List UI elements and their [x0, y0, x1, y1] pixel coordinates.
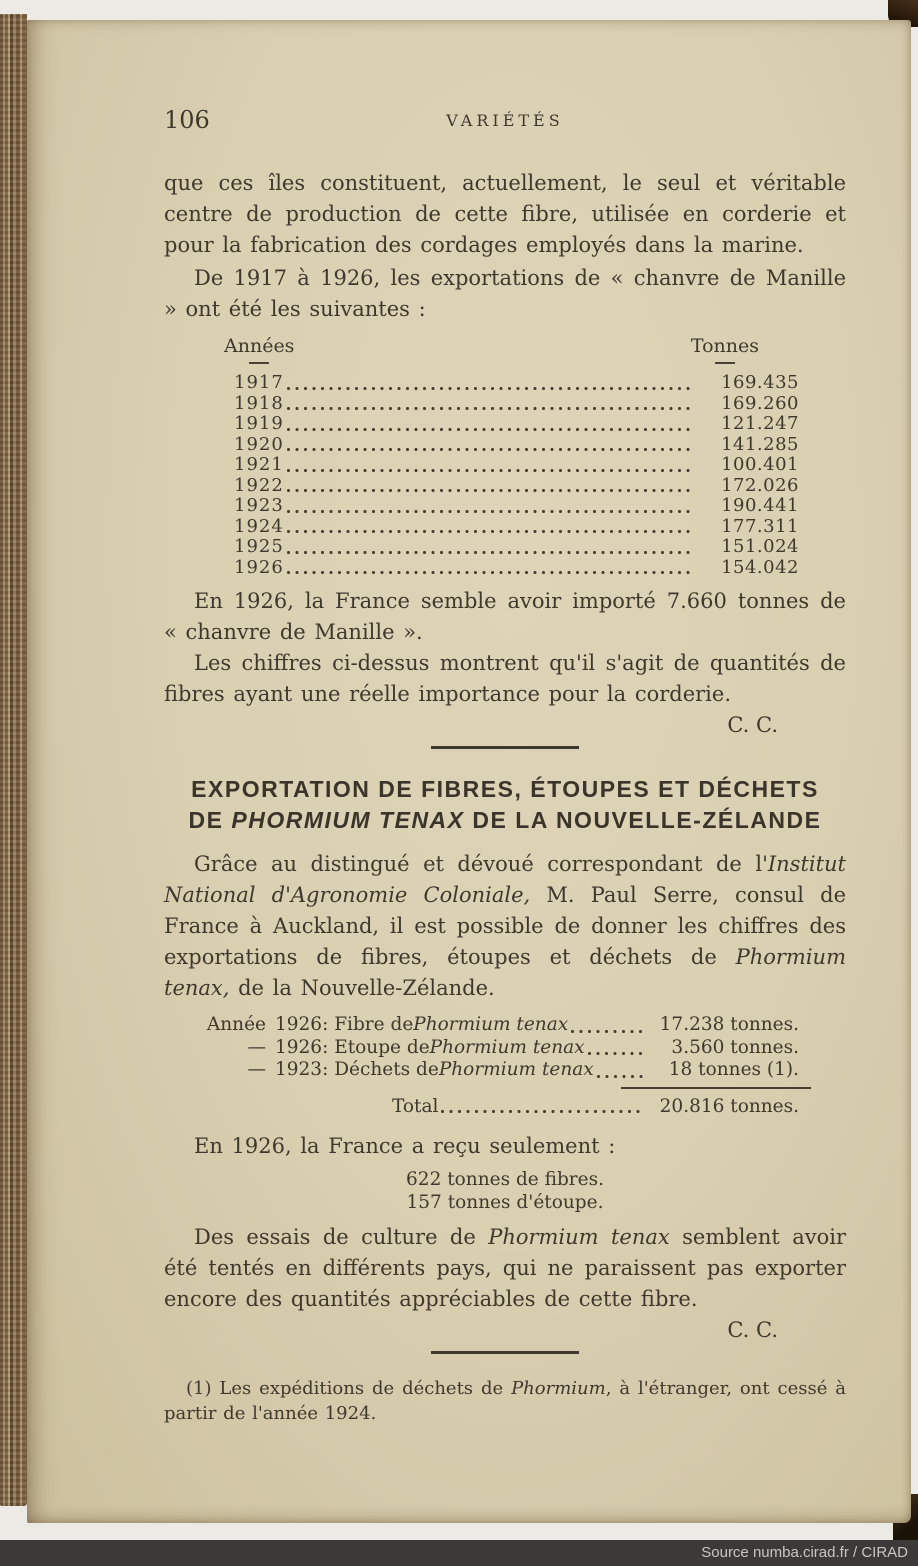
received-line: 622 tonnes de fibres.: [406, 1168, 604, 1190]
article-title-line1: EXPORTATION DE FIBRES, ÉTOUPES ET DÉCHETS: [191, 776, 819, 802]
dot-leader: [286, 427, 693, 432]
dot-leader: [587, 1051, 643, 1056]
table-row: 1919 121.247: [234, 413, 799, 434]
dot-leader: [286, 406, 693, 411]
article-title: [164, 774, 846, 836]
dot-leader: [286, 447, 693, 452]
table-row: 1924 177.311: [234, 515, 799, 537]
author-initials: C. C.: [727, 713, 778, 737]
paragraph-continuation: que ces îles constituent, actuellement, le seul et véritable centre de production de cette fibre, utilisée en corderie et pour la fabrication des cordages employés dans la marine.: [164, 171, 846, 257]
page-content: [164, 106, 846, 1444]
dot-leader: [286, 509, 693, 514]
paragraph-culture-trials: Des essais de culture de Phormium tenax semblent avoir été tentés en différents pays, qui ne paraissent pas exporter encore des quantités appréciables de cette fibre.: [164, 1224, 846, 1311]
table-row: 1917 169.435: [234, 372, 799, 393]
dot-leader: [286, 570, 693, 575]
total-rule: [621, 1087, 811, 1089]
dot-leader: [286, 468, 693, 473]
dot-leader: [286, 529, 693, 534]
book-page: [27, 20, 911, 1523]
page-header: [164, 106, 846, 134]
source-attribution-text: Source numba.cirad.fr / CIRAD: [701, 1544, 908, 1561]
column-header-annees: Années: [224, 335, 294, 364]
received-line: 157 tonnes d'étoupe.: [406, 1191, 604, 1213]
author-initials: C. C.: [727, 1317, 778, 1342]
table-row: 1925 151.024: [234, 536, 799, 557]
table-row: 1923 190.441: [234, 495, 799, 516]
article-title-line2: DE PHORMIUM TENAX DE LA NOUVELLE-ZÉLANDE: [188, 807, 822, 833]
phormium-exports-table: [204, 1014, 799, 1117]
manila-hemp-exports-table: [224, 335, 799, 578]
book-spine-edge: [0, 14, 27, 1506]
received-quantities: [164, 1168, 846, 1214]
dot-leader: [286, 386, 693, 391]
dot-leader: [440, 1109, 643, 1114]
paragraph-conclusion: Les chiffres ci-dessus montrent qu'il s'agit de quantités de fibres ayant une réelle importance pour la corderie.: [164, 651, 846, 706]
table-row: Année 1926 : Fibre de Phormium tenax 17.238 tonnes.: [206, 1014, 799, 1035]
page-number: 106: [164, 106, 210, 134]
table-header-row: [224, 335, 799, 364]
paragraph-france-import: En 1926, la France semble avoir importé 7.660 tonnes de « chanvre de Manille ».: [164, 589, 846, 644]
dot-leader: [286, 550, 693, 555]
dot-leader: [570, 1029, 643, 1034]
header-dash: [249, 362, 269, 364]
section-divider: [431, 1351, 579, 1354]
dot-leader: [596, 1074, 643, 1079]
table-row: — 1923 : Déchets de Phormium tenax 18 tonnes (1).: [247, 1059, 799, 1080]
running-header: VARIÉTÉS: [446, 111, 564, 130]
table-row: 1918 169.260: [234, 392, 799, 414]
source-attribution-bar: [0, 1540, 918, 1566]
paragraph-acknowledgement: Grâce au distingué et dévoué correspondant de l'Institut National d'Agronomie Coloniale, M. Paul Serre, consul de France à Auckland, il est possible de donner les chiffres des exportations de fibres, étoupes et déchets de Phormium tenax, de la Nouvelle-Zélande.: [164, 852, 846, 1000]
table-row: — 1926 : Etoupe de Phormium tenax 3.560 tonnes.: [247, 1036, 799, 1058]
header-dash: [715, 362, 735, 364]
table-row: 1922 172.026: [234, 474, 799, 496]
column-header-tonnes: Tonnes: [691, 335, 759, 364]
table-row: 1921 100.401: [234, 454, 799, 475]
table-row: 1920 141.285: [234, 433, 799, 455]
footnote: (1) Les expéditions de déchets de Phormium, à l'étranger, ont cessé à partir de l'année 1924.: [164, 1377, 847, 1424]
paragraph-exports-intro: De 1917 à 1926, les exportations de « chanvre de Manille » ont été les suivantes :: [164, 266, 846, 321]
section-divider: [431, 746, 579, 749]
table-row: 1926 154.042: [234, 556, 799, 578]
dot-leader: [286, 488, 693, 493]
table-total-row: Total 20.816 tonnes.: [392, 1095, 799, 1117]
paragraph-france-received: En 1926, la France a reçu seulement :: [194, 1133, 616, 1158]
